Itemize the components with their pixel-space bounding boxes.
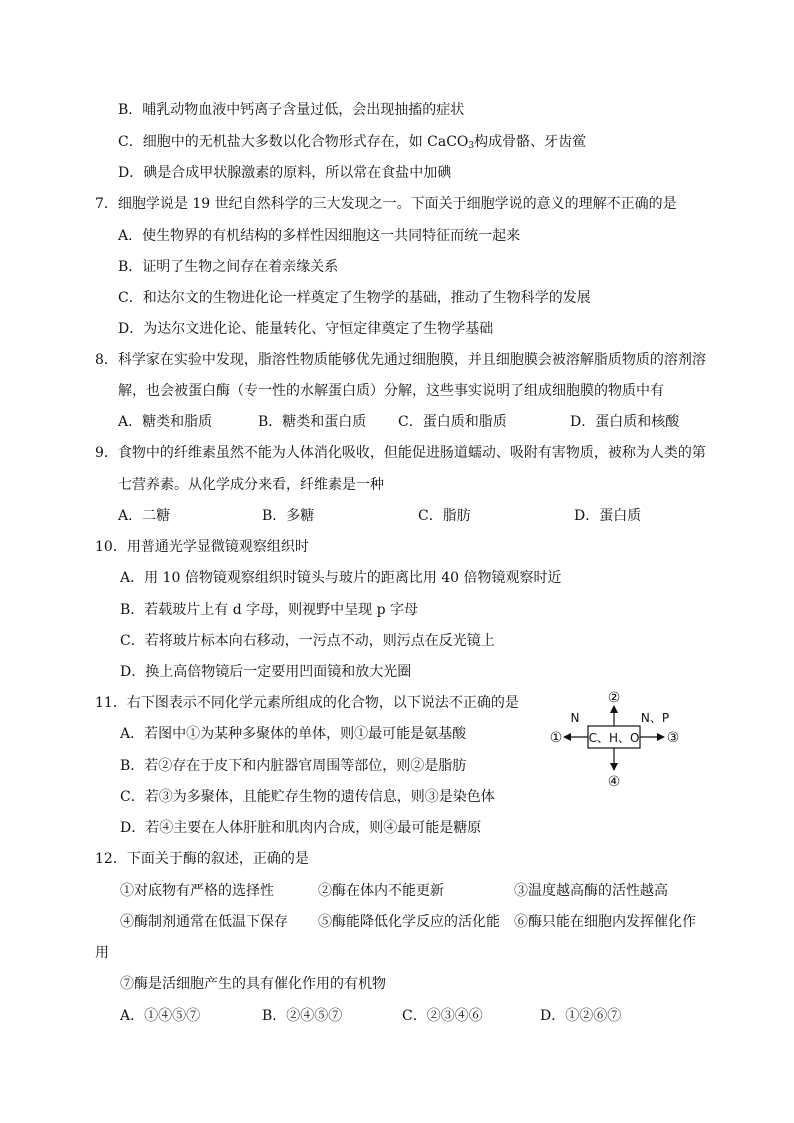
q7-option-b: B．证明了生物之间存在着亲缘关系 (118, 259, 339, 275)
q11-stem: 11．右下图表示不同化学元素所组成的化合物，以下说法不正确的是 (95, 695, 519, 711)
q12-stem: 12．下面关于酶的叙述，正确的是 (95, 851, 309, 867)
q12-option-a: A．①④⑤⑦ (120, 1008, 201, 1024)
node-3: ③ (666, 730, 680, 746)
label-n: N (570, 711, 580, 725)
q12-option-b: B．②④⑤⑦ (262, 1008, 343, 1024)
q9-option-a: A．二糖 (118, 508, 171, 524)
q8-option-c: C．蛋白质和脂质 (398, 414, 507, 430)
node-2: ② (607, 690, 621, 706)
q7-option-a: A．使生物界的有机结构的多样性因细胞这一共同特征而统一起来 (118, 228, 521, 244)
q11-option-d: D．若④主要在人体肝脏和肌肉内合成，则④最可能是糖原 (120, 820, 482, 836)
q12-statement-7: ⑦酶是活细胞产生的具有催化作用的有机物 (120, 976, 386, 992)
q7-stem: 7．细胞学说是 19 世纪自然科学的三大发现之一。下面关于细胞学说的意义的理解不正确的是 (95, 196, 677, 212)
q8-option-b: B．糖类和蛋白质 (258, 414, 367, 430)
q8-stem-line1: 8．科学家在实验中发现，脂溶性物质能够优先通过细胞膜，并且细胞膜会被溶解脂质物质的溶剂溶 (95, 352, 706, 368)
q7-option-d: D．为达尔文进化论、能量转化、守恒定律奠定了生物学基础 (118, 321, 494, 337)
q6-option-d: D．碘是合成甲状腺激素的原料，所以常在食盐中加碘 (118, 165, 452, 181)
q9-stem-line2: 七营养素。从化学成分来看，纤维素是一种 (118, 477, 384, 493)
q8-stem-line2: 解，也会被蛋白酶（专一性的水解蛋白质）分解，这些事实说明了组成细胞膜的物质中有 (118, 383, 664, 399)
q6-option-b: B．哺乳动物血液中钙离子含量过低，会出现抽搐的症状 (118, 102, 465, 118)
q12-statement-1: ①对底物有严格的选择性 (120, 883, 274, 899)
label-n-p: N、P (640, 711, 670, 725)
q12-statement-3: ③温度越高酶的活性越高 (514, 883, 668, 899)
q8-option-a: A．糖类和脂质 (118, 414, 213, 430)
q11-option-c: C．若③为多聚体，且能贮存生物的遗传信息，则③是染色体 (120, 789, 495, 805)
q9-option-c: C．脂肪 (418, 508, 471, 524)
q8-option-d: D．蛋白质和核酸 (570, 414, 680, 430)
q10-option-d: D．换上高倍物镜后一定要用凹面镜和放大光圈 (120, 664, 412, 680)
q9-option-b: B．多糖 (262, 508, 315, 524)
q10-stem: 10．用普通光学显微镜观察组织时 (95, 539, 309, 555)
q12-option-d: D．①②⑥⑦ (540, 1008, 622, 1024)
q12-statement-2: ②酶在体内不能更新 (318, 883, 444, 899)
q7-option-c: C．和达尔文的生物进化论一样奠定了生物学的基础，推动了生物科学的发展 (118, 290, 591, 306)
q11-option-a: A．若图中①为某种多聚体的单体，则①最可能是氨基酸 (120, 726, 467, 742)
node-1: ① (549, 730, 563, 746)
q12-statement-4: ④酶制剂通常在低温下保存 (120, 914, 288, 930)
q11-option-b: B．若②存在于皮下和内脏器官周围等部位，则②是脂肪 (120, 758, 467, 774)
node-4: ④ (607, 774, 621, 790)
q12-statement-5: ⑤酶能降低化学反应的活化能 (318, 914, 500, 930)
q12-option-c: C．②③④⑥ (402, 1008, 483, 1024)
q10-option-a: A．用 10 倍物镜观察组织时镜头与玻片的距离比用 40 倍物镜观察时近 (120, 570, 562, 586)
q12-statement-6: ⑥酶只能在细胞内发挥催化作 (514, 914, 696, 930)
q9-option-d: D．蛋白质 (574, 508, 642, 524)
q10-option-c: C．若将玻片标本向右移动，一污点不动，则污点在反光镜上 (120, 633, 495, 649)
element-compound-diagram (540, 690, 700, 810)
q9-stem-line1: 9．食物中的纤维素虽然不能为人体消化吸收，但能促进肠道蠕动、吸附有害物质，被称为人类的第 (95, 445, 706, 461)
q10-option-b: B．若载玻片上有 d 字母，则视野中呈现 p 字母 (120, 602, 419, 618)
q12-statement-6-wrap: 用 (95, 945, 109, 961)
center-label: C、H、O (588, 731, 640, 745)
q6-option-c: C．细胞中的无机盐大多数以化合物形式存在，如 CaCO$_3$构成骨骼、牙齿鲎 (118, 134, 587, 151)
